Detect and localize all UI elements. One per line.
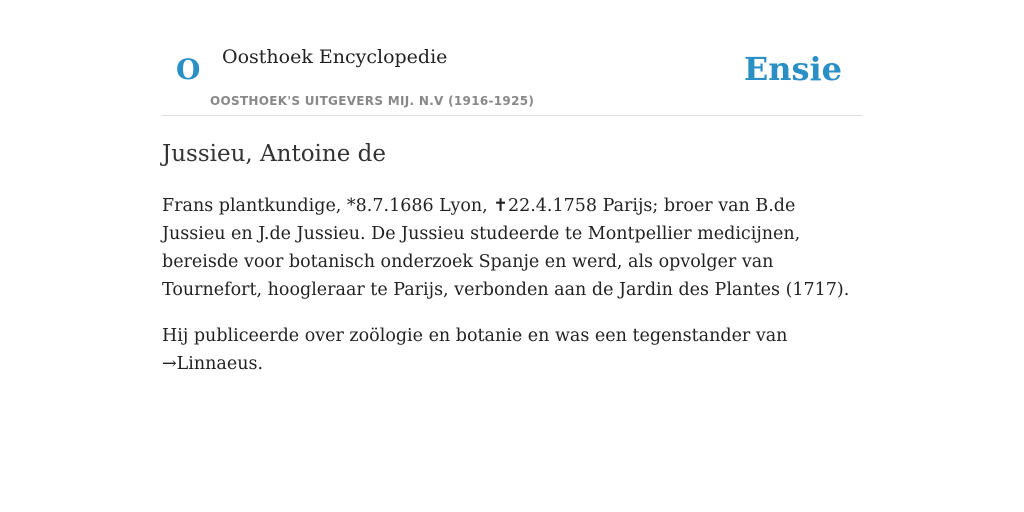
paragraph-2-end: . — [257, 354, 264, 374]
article-paragraph-1: Frans plantkundige, *8.7.1686 Lyon, ✝22.4.1758 Parijs; broer van B.de Jussieu en J.de Jussieu. De Jussieu studeerde te Montpellier medicijnen, bereisde voor botanisch onderzoek Spanje en werd, als opvolger van Tournefort, hoogleraar te Parijs, verbonden aan de Jardin des Plantes (1717). — [162, 196, 850, 300]
article-title: Jussieu, Antoine de — [162, 141, 386, 167]
site-header — [162, 40, 862, 116]
publisher-subtitle: OOSTHOEK'S UITGEVERS MIJ. N.V (1916-1925) — [210, 94, 535, 108]
article — [162, 138, 862, 396]
paragraph-2-text: Hij publiceerde over zoölogie en botanie en was een tegenstander van — [162, 326, 788, 346]
oosthoek-logo[interactable]: O — [176, 53, 201, 86]
linnaeus-link[interactable]: →Linnaeus — [162, 354, 258, 374]
site-title-link[interactable]: Oosthoek Encyclopedie — [222, 46, 448, 68]
article-paragraph-2 — [162, 322, 862, 378]
ensie-logo[interactable]: Ensie — [743, 50, 842, 88]
